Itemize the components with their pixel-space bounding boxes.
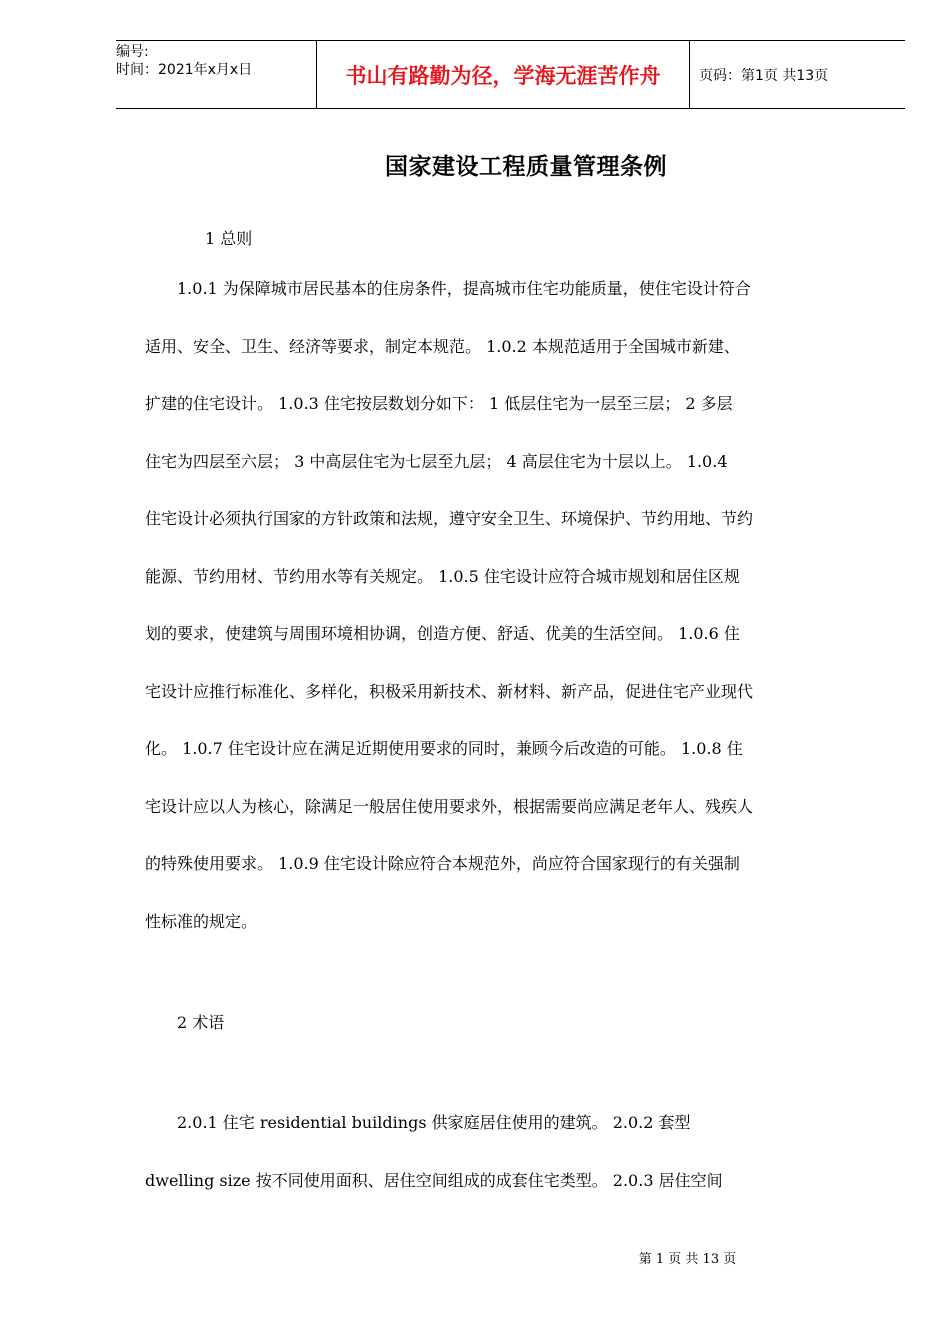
- section-1-line: 宅设计应以人为核心，除满足一般居住使用要求外，根据需要尚应满足老年人、残疾人: [145, 796, 754, 816]
- section-1-line: 划的要求，使建筑与周围环境相协调，创造方便、舒适、优美的生活空间。 1.0.6 住: [145, 624, 740, 643]
- footer-page-number: 第 1 页 共 13 页: [638, 1252, 737, 1267]
- section-2-body: [145, 1110, 875, 1225]
- section-1-line: 宅设计应推行标准化、多样化，积极采用新技术、新材料、新产品，促进住宅产业现代: [145, 681, 754, 701]
- section-1-line: 能源、节约用材、节约用水等有关规定。 1.0.5 住宅设计应符合城市规划和居住区规: [145, 566, 740, 586]
- section-2-line: dwelling size 按不同使用面积、居住空间组成的成套住宅类型。 2.0.3 居住空间: [145, 1170, 723, 1190]
- section-1-line: 1.0.1 为保障城市居民基本的住房条件，提高城市住宅功能质量，使住宅设计符合: [145, 279, 751, 298]
- section-2-line: 2.0.1 住宅 residential buildings 供家庭居住使用的建筑。 2.0.2 套型: [145, 1113, 691, 1132]
- section-2-heading: 2 术语: [177, 1013, 225, 1032]
- motto-text: 书山有路勤为径，学海无涯苦作舟: [345, 63, 661, 88]
- time-label: 时间：2021年x月x日: [116, 62, 253, 78]
- page-info-text: 页码：第1页 共13页: [699, 67, 829, 84]
- section-1-body: [145, 276, 875, 966]
- document-title: 国家建设工程质量管理条例: [385, 153, 667, 180]
- header-motto-cell: [316, 41, 690, 108]
- section-1-heading: 1 总则: [205, 229, 253, 248]
- header-meta: [116, 41, 316, 108]
- header-page-info: [690, 41, 905, 108]
- section-1-line: 扩建的住宅设计。 1.0.3 住宅按层数划分如下： 1 低层住宅为一层至三层； 2 多层: [145, 394, 733, 413]
- section-1-line: 性标准的规定。: [145, 911, 258, 931]
- section-1-line: 适用、安全、卫生、经济等要求，制定本规范。 1.0.2 本规范适用于全国城市新建、: [145, 336, 740, 356]
- page-footer: [0, 1248, 950, 1267]
- section-1-line: 住宅设计必须执行国家的方针政策和法规，遵守安全卫生、环境保护、节约用地、节约: [145, 509, 754, 528]
- page-header: [116, 40, 905, 109]
- number-label: 编号:: [116, 44, 149, 60]
- section-1-line: 的特殊使用要求。 1.0.9 住宅设计除应符合本规范外，尚应符合国家现行的有关强制: [145, 854, 740, 873]
- section-1-line: 化。 1.0.7 住宅设计应在满足近期使用要求的同时，兼顾今后改造的可能。 1.0.8 住: [145, 739, 743, 758]
- section-1-line: 住宅为四层至六层； 3 中高层住宅为七层至九层； 4 高层住宅为十层以上。 1.0.4: [145, 451, 728, 471]
